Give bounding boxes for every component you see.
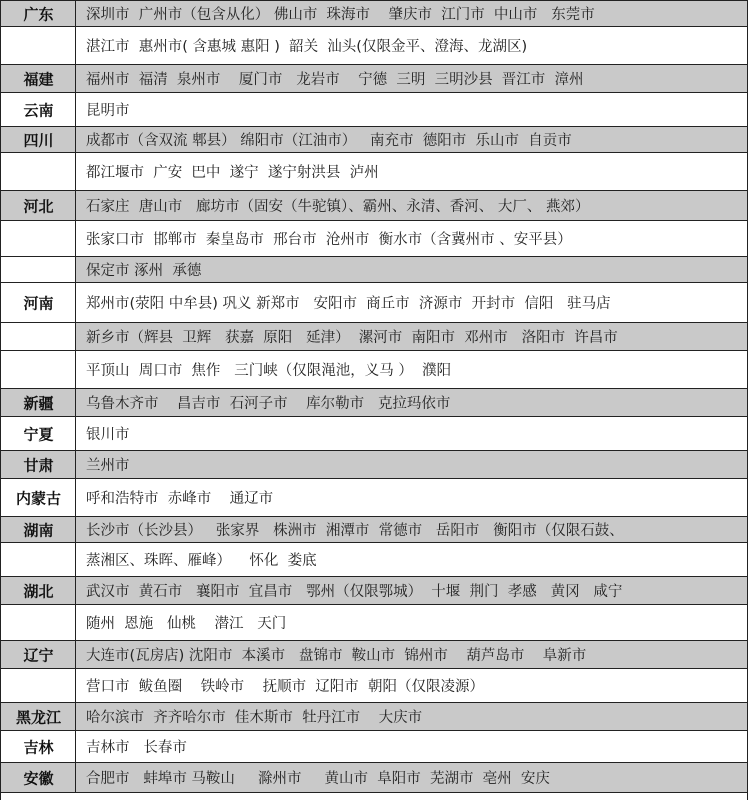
city-row (1, 221, 747, 257)
province-name: 广东 (23, 5, 54, 24)
province-name: 河北 (23, 197, 54, 216)
city-list: 长沙市（长沙县） 张家界 株洲市 湘潭市 常德市 岳阳市 衡阳市（仅限石鼓、 (76, 517, 747, 542)
city-list: 呼和浩特市 赤峰市 通辽市 (86, 491, 274, 507)
city-row (1, 191, 747, 221)
city-row (1, 127, 747, 153)
province-name: 四川 (23, 131, 54, 150)
province-cell (1, 669, 76, 702)
province-name: 云南 (23, 101, 54, 120)
province-name: 内蒙古 (15, 489, 61, 508)
city-row (1, 577, 747, 605)
city-list: 乌鲁木齐市 昌吉市 石河子市 库尔勒市 克拉玛依市 (76, 389, 747, 416)
city-list: 随州 恩施 仙桃 潜江 天门 (86, 616, 287, 632)
city-list: 武汉市 黄石市 襄阳市 宜昌市 鄂州（仅限鄂城） 十堰 荆门 孝感 黄冈 咸宁 (76, 577, 747, 604)
city-row (1, 763, 747, 793)
city-row (1, 669, 747, 703)
city-row (1, 731, 747, 763)
city-list: 湛江市 惠州市( 含惠城 惠阳 ) 韶关 汕头(仅限金平、澄海、龙湖区) (86, 39, 528, 55)
province-name: 湖南 (23, 521, 54, 540)
city-list: 都江堰市 广安 巴中 遂宁 遂宁射洪县 泸州 (86, 165, 379, 181)
city-list: 蒸湘区、珠晖、雁峰） 怀化 娄底 (86, 553, 317, 569)
city-row (1, 703, 747, 731)
province-cell (1, 153, 76, 190)
city-list: 成都市（含双流 郫县） 绵阳市（江油市） 南充市 德阳市 乐山市 自贡市 (76, 127, 747, 152)
province-name: 黑龙江 (15, 708, 61, 727)
city-row (1, 605, 747, 641)
city-list: 平顶山 周口市 焦作 三门峡（仅限渑池，义马 ） 濮阳 (86, 363, 452, 379)
city-row (1, 65, 747, 93)
province-cell (1, 323, 76, 350)
city-list: 合肥市 蚌埠市 马鞍山 滁州市 黄山市 阜阳市 芜湖市 亳州 安庆 (76, 763, 747, 792)
city-list: 营口市 鲅鱼圈 铁岭市 抚顺市 辽阳市 朝阳（仅限凌源） (86, 679, 485, 695)
city-row (1, 283, 747, 323)
city-row (1, 27, 747, 65)
city-row (1, 153, 747, 191)
city-list: 新乡市（辉县 卫辉 获嘉 原阳 延津） 漯河市 南阳市 邓州市 洛阳市 许昌市 (76, 323, 747, 350)
city-list: 银川市 (86, 427, 130, 443)
province-name: 安徽 (23, 769, 54, 788)
city-list: 张家口市 邯郸市 秦皇岛市 邢台市 沧州市 衡水市（含冀州市 、安平县） (86, 232, 572, 248)
city-list: 郑州市(荥阳 中牟县) 巩义 新郑市 安阳市 商丘市 济源市 开封市 信阳 驻马店 (86, 296, 611, 312)
province-cell (1, 27, 76, 64)
city-row (1, 257, 747, 283)
city-list: 吉林市 长春市 (86, 740, 187, 756)
province-name: 吉林 (23, 738, 54, 757)
city-list: 保定市 涿州 承德 (76, 257, 747, 282)
city-list: 兰州市 (76, 451, 747, 478)
city-row (1, 389, 747, 417)
province-name: 宁夏 (23, 425, 54, 444)
city-row (1, 323, 747, 351)
province-name: 河南 (23, 294, 54, 313)
province-cell (1, 257, 76, 282)
city-row (1, 517, 747, 543)
city-row (1, 351, 747, 389)
city-row (1, 451, 747, 479)
province-cell (1, 605, 76, 640)
city-list: 昆明市 (86, 103, 130, 119)
city-row (1, 641, 747, 669)
province-name: 辽宁 (23, 646, 54, 665)
province-cell (1, 351, 76, 388)
province-name: 新疆 (23, 394, 54, 413)
city-row (1, 479, 747, 517)
province-name: 福建 (23, 70, 54, 89)
city-list: 深圳市 广州市（包含从化） 佛山市 珠海市 肇庆市 江门市 中山市 东莞市 (76, 1, 747, 26)
province-cell (1, 543, 76, 576)
city-list: 大连市(瓦房店) 沈阳市 本溪市 盘锦市 鞍山市 锦州市 葫芦岛市 阜新市 (76, 641, 747, 668)
city-row (1, 543, 747, 577)
city-row (1, 93, 747, 127)
city-list: 福州市 福清 泉州市 厦门市 龙岩市 宁德 三明 三明沙县 晋江市 漳州 (76, 65, 747, 92)
city-list: 石家庄 唐山市 廊坊市（固安（牛驼镇）、霸州、永清、香河、 大厂、 燕郊） (76, 191, 747, 220)
city-row (1, 417, 747, 451)
province-name: 湖北 (23, 582, 54, 601)
province-name: 甘肃 (23, 456, 54, 475)
province-cell (1, 221, 76, 256)
city-row (1, 1, 747, 27)
city-list: 哈尔滨市 齐齐哈尔市 佳木斯市 牡丹江市 大庆市 (76, 703, 747, 730)
